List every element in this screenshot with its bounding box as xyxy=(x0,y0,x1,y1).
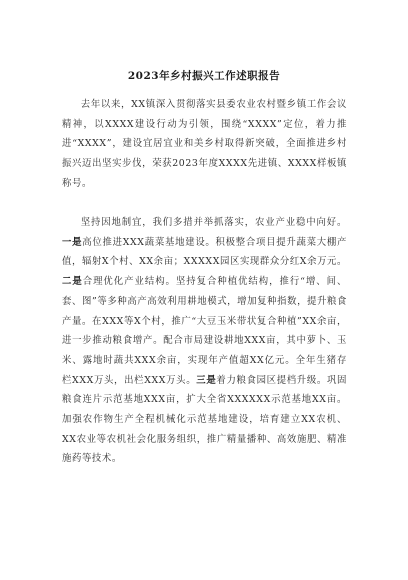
text-run: 合理优化产业结构。坚持复合种植优结构，推行“增、间、套、图”等多种高产高效利用耕地模式，增加复种指数，提升粮食产量。在XXX等X个村，推广“大豆玉米带状复合种植”XX余亩，进一步推动粮食增产。配合市局建设耕地XXX亩，其中萝卜、玉米、露地时蔬共XXX余亩，实现年产值超XX亿元。全年生猪存栏XXX万头，出栏XXX万头。 xyxy=(62,276,347,386)
text-run: 高位推进XXX蔬菜基地建设。积极整合项目提升蔬菜大棚产值，辐射X个村、XX余亩；XXXXX园区实现群众分红X余万元。 xyxy=(62,236,347,268)
point-lead-two: 二是 xyxy=(62,276,83,288)
text-run: 着力粮食园区提档升级。巩固粮食连片示范基地XXX亩，扩大全省XXXXXX示范基地XX亩。加强农作物生产全程机械化示范基地建设，培育建立XX农机、XX农业等农机社会化服务组织，推广精量播种、高效施肥、精准施药等技术。 xyxy=(62,374,347,465)
text-run: 坚持因地制宜，我们多措并举抓落实，农业产业稳中向好。 xyxy=(80,217,347,228)
paragraph-industry xyxy=(62,213,347,469)
document-title: 2023年乡村振兴工作述职报告 xyxy=(127,70,281,82)
point-lead-one: 一是 xyxy=(62,236,83,248)
point-lead-three: 三是 xyxy=(196,374,217,386)
paragraph-intro xyxy=(62,95,347,194)
text-run: 去年以来，XX镇深入贯彻落实县委农业农村暨乡镇工作会议精神，以XXXX建设行动为引领，围绕“XXXX”定位，着力推进“XXXX”，建设宜居宜业和美乡村取得新突破，全面推进乡村振兴迈出坚实步伐，荣获2023年度XXXX先进镇、XXXX样板镇称号。 xyxy=(62,99,347,189)
